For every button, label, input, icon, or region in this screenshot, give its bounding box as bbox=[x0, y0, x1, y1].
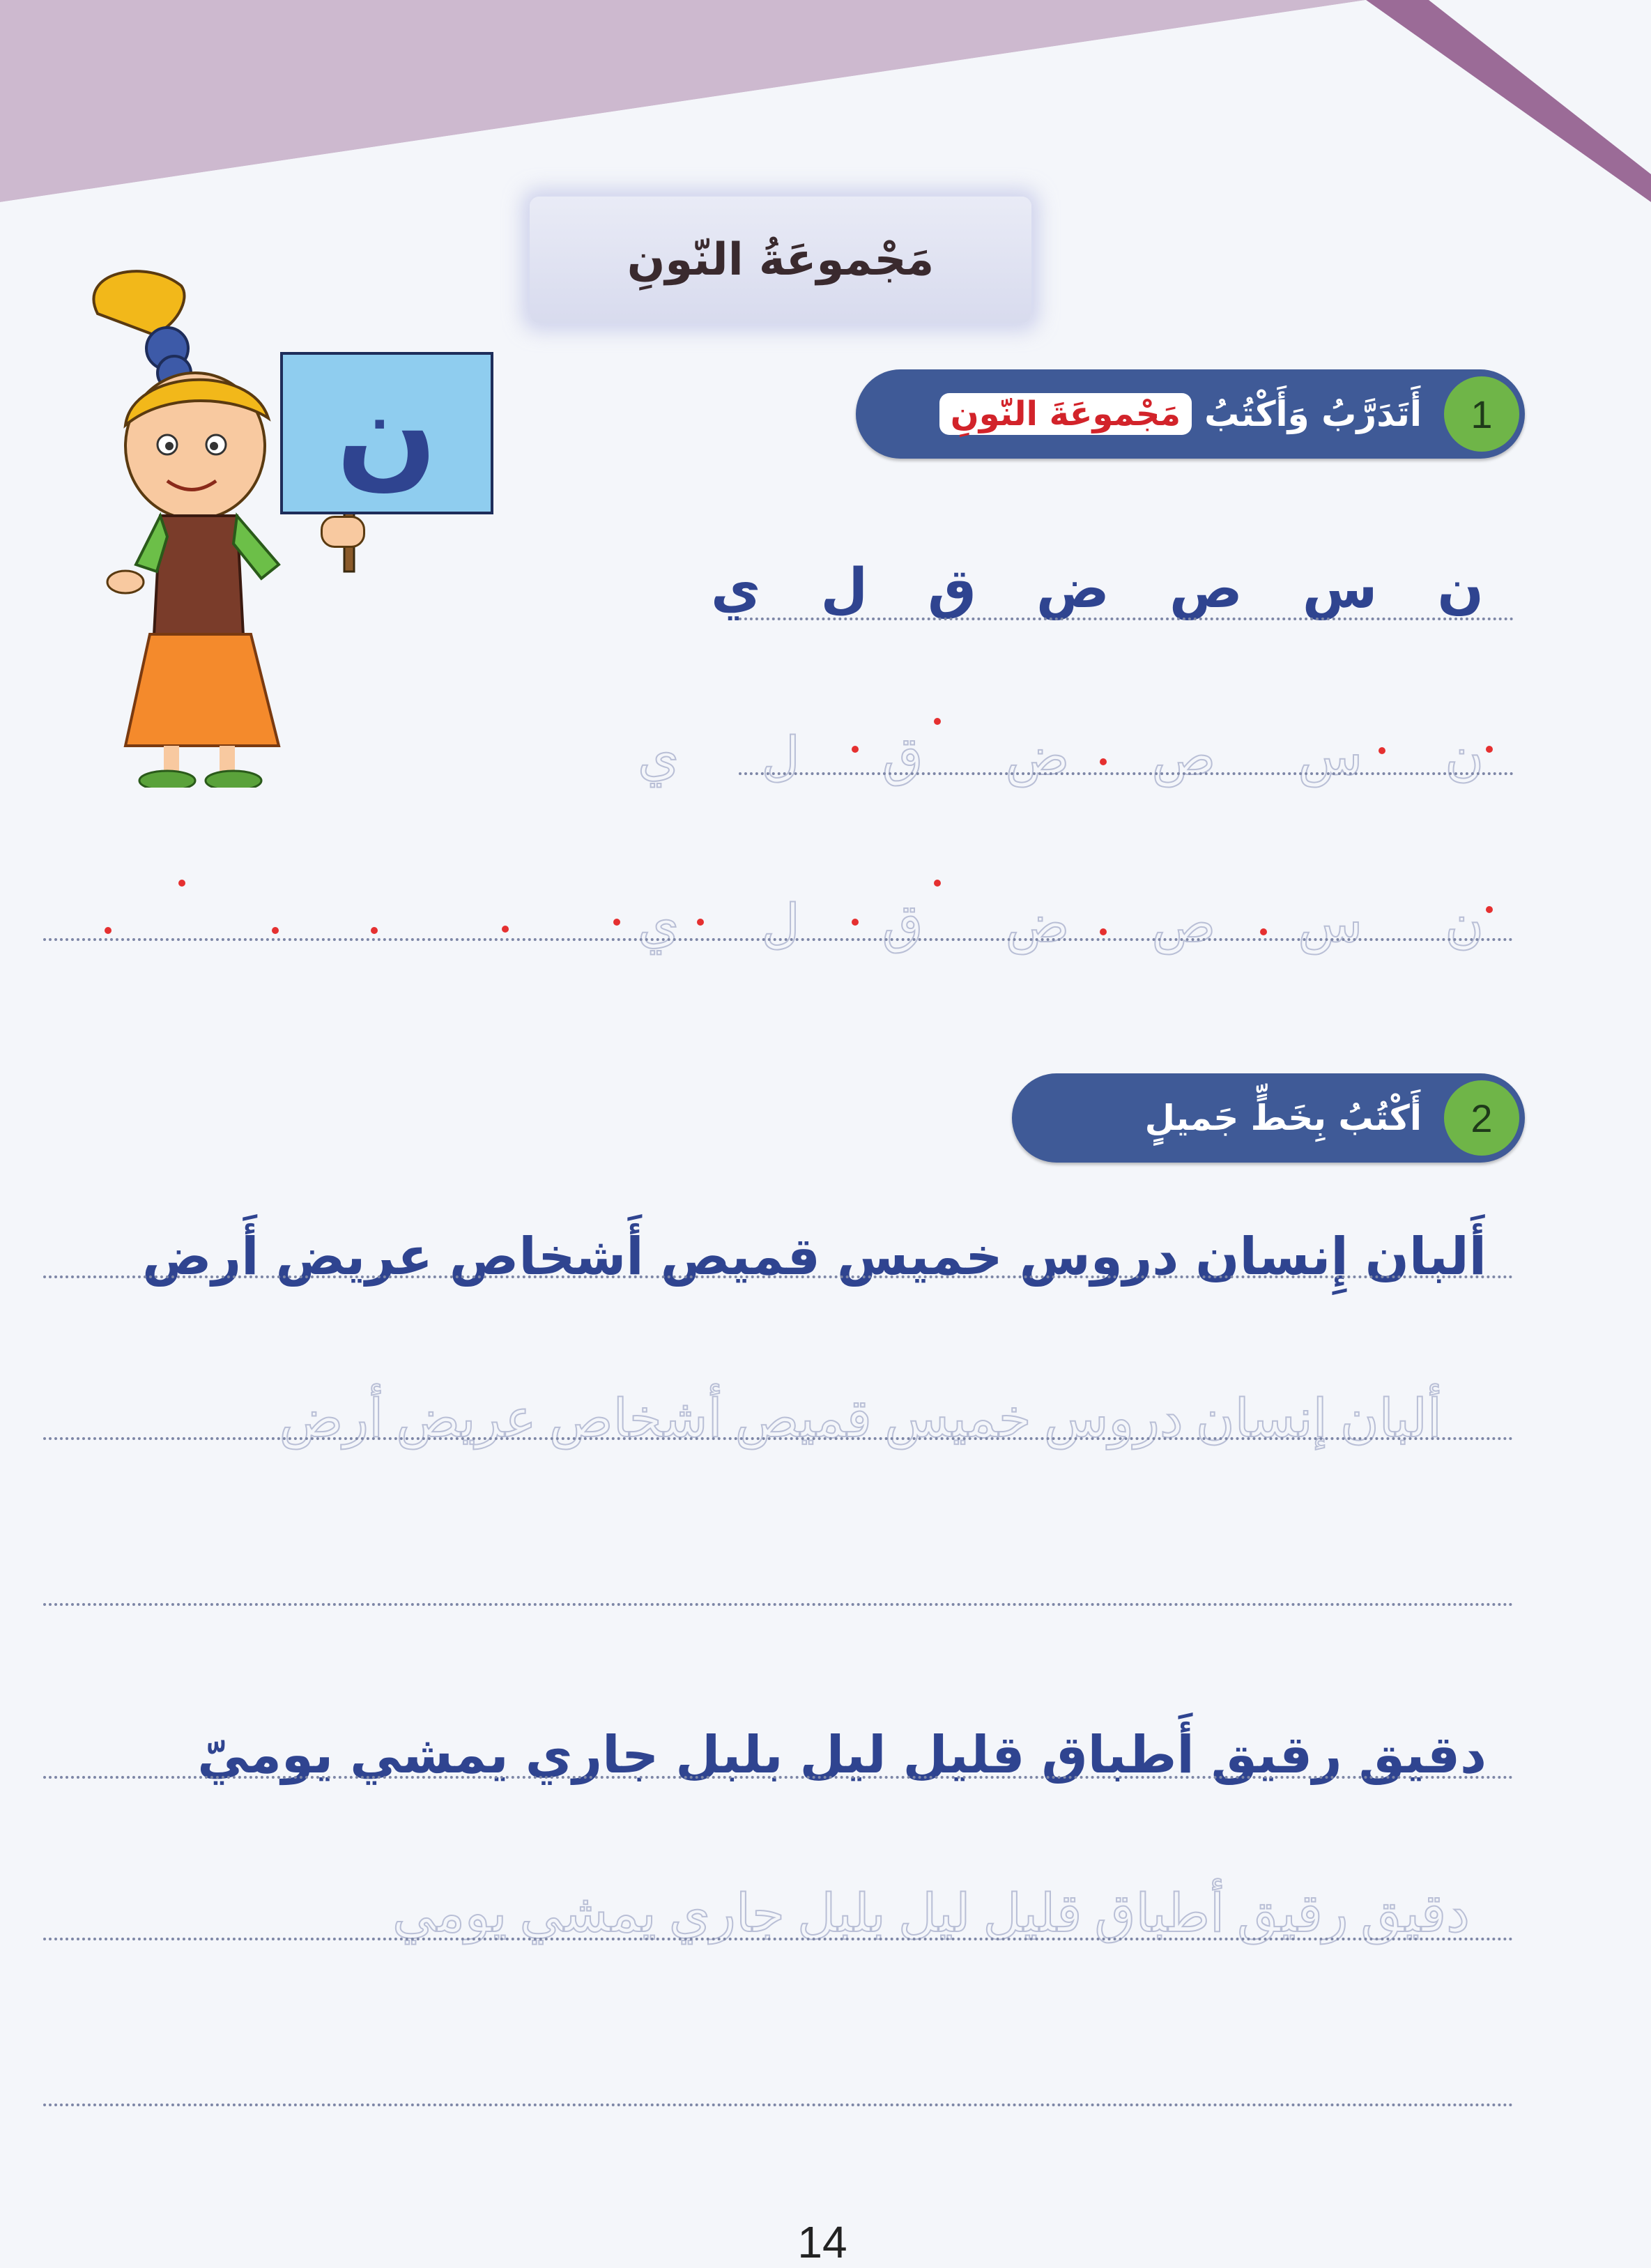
word: إِنسان bbox=[1195, 1227, 1349, 1287]
word: خميس bbox=[836, 1227, 1003, 1287]
trace-word: رقيق bbox=[1237, 1882, 1349, 1944]
right-hand bbox=[321, 516, 365, 548]
writing-line[interactable] bbox=[43, 1938, 1514, 1940]
trace-letter: ن bbox=[1445, 725, 1484, 787]
trace-word: إنسان bbox=[1195, 1387, 1328, 1449]
writing-line[interactable] bbox=[43, 938, 1514, 941]
word: قميص bbox=[660, 1227, 820, 1287]
guide-dot bbox=[1379, 747, 1385, 754]
trace-letter: ن bbox=[1445, 892, 1484, 954]
guide-dot bbox=[502, 926, 509, 933]
guide-dot bbox=[1100, 758, 1107, 765]
letter: ق bbox=[928, 558, 976, 620]
section-1-highlight: مَجْموعَةَ النّونِ bbox=[939, 393, 1192, 435]
writing-line[interactable] bbox=[43, 2104, 1514, 2106]
guide-dot bbox=[697, 919, 704, 926]
trace-letter: ض bbox=[1005, 892, 1070, 954]
trace-word: بلبل bbox=[797, 1882, 886, 1944]
trace-word: جاري bbox=[668, 1882, 785, 1944]
word: يوميّ bbox=[197, 1725, 334, 1785]
trace-letter: ص bbox=[1151, 892, 1216, 954]
trace-word: أرض bbox=[279, 1387, 384, 1449]
guide-dot bbox=[1486, 746, 1493, 753]
guide-dot bbox=[934, 880, 941, 887]
words-trace-row-2 bbox=[380, 1882, 1470, 1944]
trace-word: يمشي bbox=[519, 1882, 656, 1944]
word: أَطباق bbox=[1041, 1725, 1195, 1785]
guide-dot bbox=[1260, 928, 1267, 935]
section-1-number: 1 bbox=[1444, 376, 1519, 452]
trace-letter: س bbox=[1298, 725, 1363, 787]
guide-dot bbox=[852, 746, 859, 753]
trace-word: خميس bbox=[884, 1387, 1031, 1449]
word: أَرض bbox=[141, 1227, 259, 1287]
guide-dot bbox=[613, 919, 620, 926]
letter: ض bbox=[1036, 558, 1109, 620]
letter: ل bbox=[820, 558, 868, 620]
trace-letter: ي bbox=[637, 892, 679, 954]
writing-line[interactable] bbox=[43, 1275, 1514, 1278]
writing-line[interactable] bbox=[739, 772, 1514, 775]
guide-dot bbox=[934, 718, 941, 725]
trace-letter: ص bbox=[1151, 725, 1216, 787]
guide-dot bbox=[1100, 928, 1107, 935]
guide-dot bbox=[272, 927, 279, 934]
sign-letter: ن bbox=[336, 364, 438, 503]
word: دقيق bbox=[1358, 1725, 1487, 1785]
trace-word: دروس bbox=[1043, 1387, 1183, 1449]
trace-word: دقيق bbox=[1360, 1882, 1470, 1944]
trace-letter: ل bbox=[761, 725, 800, 787]
page-number: 14 bbox=[797, 2217, 847, 2267]
word: ليل bbox=[799, 1725, 886, 1785]
trace-letter: ق bbox=[882, 892, 923, 954]
section-2-number: 2 bbox=[1444, 1080, 1519, 1156]
letter: ن bbox=[1437, 558, 1484, 620]
letters-trace-row-1 bbox=[555, 725, 1484, 787]
word: عريض bbox=[275, 1227, 433, 1287]
writing-line[interactable] bbox=[43, 1603, 1514, 1606]
word: جاري bbox=[525, 1725, 659, 1785]
trace-letter: س bbox=[1298, 892, 1363, 954]
section-2-instruction: أَكْتُبُ بِخَطٍّ جَميلٍ bbox=[1144, 1098, 1422, 1138]
trace-word: قميص bbox=[735, 1387, 872, 1449]
section-2-header bbox=[1012, 1073, 1525, 1163]
guide-dot bbox=[1486, 906, 1493, 913]
trace-letter: ض bbox=[1005, 725, 1070, 787]
writing-line[interactable] bbox=[43, 1437, 1514, 1440]
word: يمشي bbox=[350, 1725, 509, 1785]
word: أَشخاص bbox=[449, 1227, 644, 1287]
word: بلبل bbox=[675, 1725, 783, 1785]
trace-word: ليل bbox=[898, 1882, 971, 1944]
trace-word: يومي bbox=[392, 1882, 507, 1944]
trace-letter: ل bbox=[761, 892, 800, 954]
trace-word: قليل bbox=[983, 1882, 1082, 1944]
word: رقيق bbox=[1211, 1725, 1342, 1785]
letters-trace-row-2 bbox=[555, 892, 1484, 954]
trace-word: عريض bbox=[396, 1387, 537, 1449]
sign-board bbox=[280, 352, 493, 514]
guide-dot bbox=[371, 927, 378, 934]
guide-dot bbox=[852, 919, 859, 926]
letter: س bbox=[1302, 558, 1378, 620]
section-1-instruction: أَتَدَرَّبُ وَأَكْتُبُ bbox=[1204, 394, 1422, 434]
word: دروس bbox=[1019, 1227, 1179, 1287]
word: أَلبان bbox=[1365, 1227, 1487, 1287]
guide-dot bbox=[105, 927, 112, 934]
letter: ي bbox=[710, 558, 761, 620]
section-1-header bbox=[856, 369, 1525, 459]
guide-dot bbox=[178, 880, 185, 887]
letter: ص bbox=[1169, 558, 1243, 620]
title-banner bbox=[530, 197, 1031, 323]
writing-line[interactable] bbox=[739, 618, 1514, 620]
letters-model-row bbox=[651, 558, 1484, 620]
page-title: مَجْموعَةُ النّونِ bbox=[627, 234, 935, 286]
writing-line[interactable] bbox=[43, 1776, 1514, 1779]
trace-word: ألبان bbox=[1339, 1387, 1442, 1449]
trace-word: أشخاص bbox=[548, 1387, 723, 1449]
word: قليل bbox=[903, 1725, 1025, 1785]
page-corner-decoration bbox=[0, 0, 1651, 223]
trace-letter: ي bbox=[637, 725, 679, 787]
trace-word: أطباق bbox=[1094, 1882, 1225, 1944]
trace-letter: ق bbox=[882, 725, 923, 787]
